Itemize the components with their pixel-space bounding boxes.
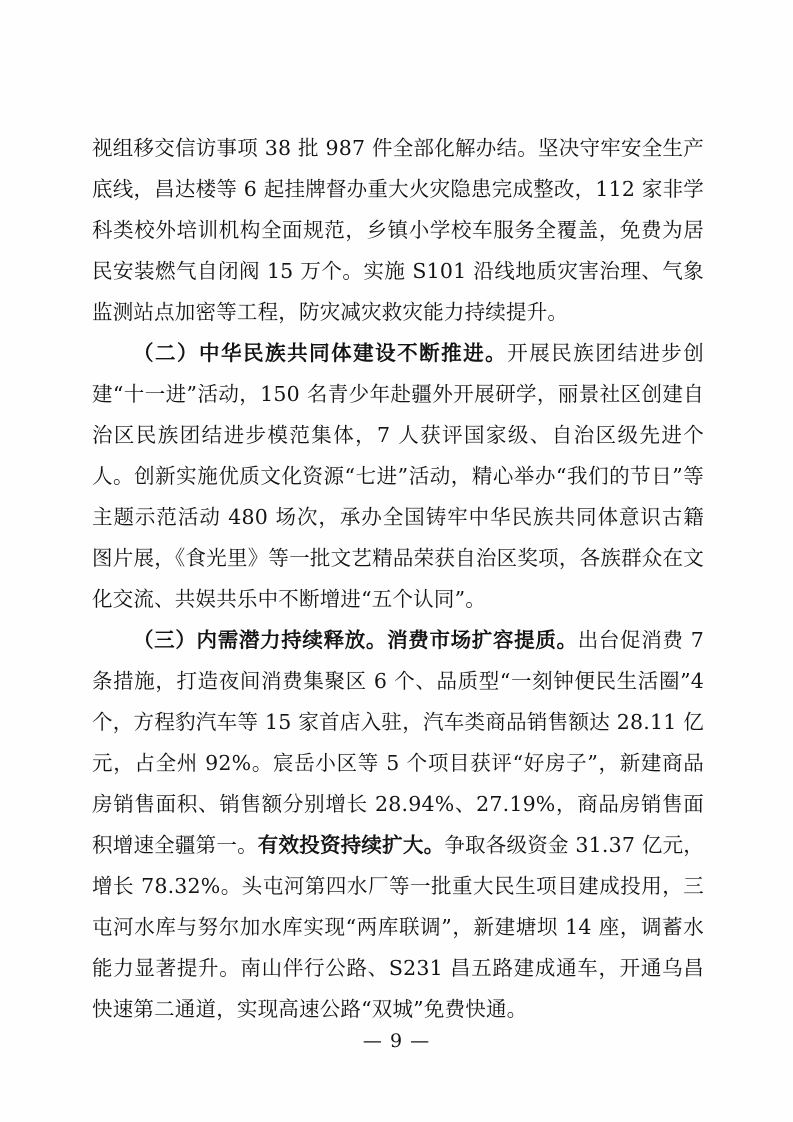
paragraph-continued — [92, 128, 704, 333]
section-two-heading: （二）中华民族共同体建设不断推进。 — [133, 341, 508, 365]
section-two-text: 开展民族团结进步创建“十一进”活动，150 名青少年赴疆外开展研学，丽景社区创建自治区民族团结进步模范集体，7 人获评国家级、自治区级先进个人。创新实施优质文化资源“七进”活动，精心举办“我们的节日”等主题示范活动 480 场次，承办全国铸牢中华民族共同体意识古籍图片展，《食光里》等一批文艺精品荣获自治区奖项，各族群众在文化交流、共娱共乐中不断增进“五个认同”。 — [92, 341, 704, 611]
section-three-text-b: 争取各级资金 31.37 亿元，增长 78.32%。头屯河第四水厂等一批重大民生项目建成投用，三屯河水库与努尔加水库实现“两库联调”，新建塘坝 14 座，调蓄水能力显著提升。南山伴行公路、S231 昌五路建成通车，开通乌昌快速第二通道，实现高速公路“双城”免费快通。 — [92, 833, 704, 1021]
paragraph-text: 视组移交信访事项 38 批 987 件全部化解办结。坚决守牢安全生产底线，昌达楼等 6 起挂牌督办重大火灾隐患完成整改，112 家非学科类校外培训机构全面规范，乡镇小学校车服务全覆盖，免费为居民安装燃气自闭阀 15 万个。实施 S101 沿线地质灾害治理、气象监测站点加密等工程，防灾减灾救灾能力持续提升。 — [92, 136, 704, 324]
section-three-heading: （三）内需潜力持续释放。消费市场扩容提质。 — [133, 628, 578, 652]
paragraph-section-two — [92, 333, 704, 620]
page-number: — 9 — — [362, 1030, 431, 1052]
paragraph-section-three — [92, 620, 704, 1030]
document-body — [92, 128, 704, 1030]
section-three-text-a: 出台促消费 7 条措施，打造夜间消费集聚区 6 个、品质型“一刻钟便民生活圈”4 个，方程豹汽车等 15 家首店入驻，汽车类商品销售额达 28.11 亿元，占全州 92%。宸岳小区等 5 个项目获评“好房子”，新建商品房销售面积、销售额分别增长 28.94%、27.19%，商品房销售面积增速全疆第一。 — [92, 628, 704, 857]
section-three-subheading: 有效投资持续扩大。 — [257, 833, 445, 857]
